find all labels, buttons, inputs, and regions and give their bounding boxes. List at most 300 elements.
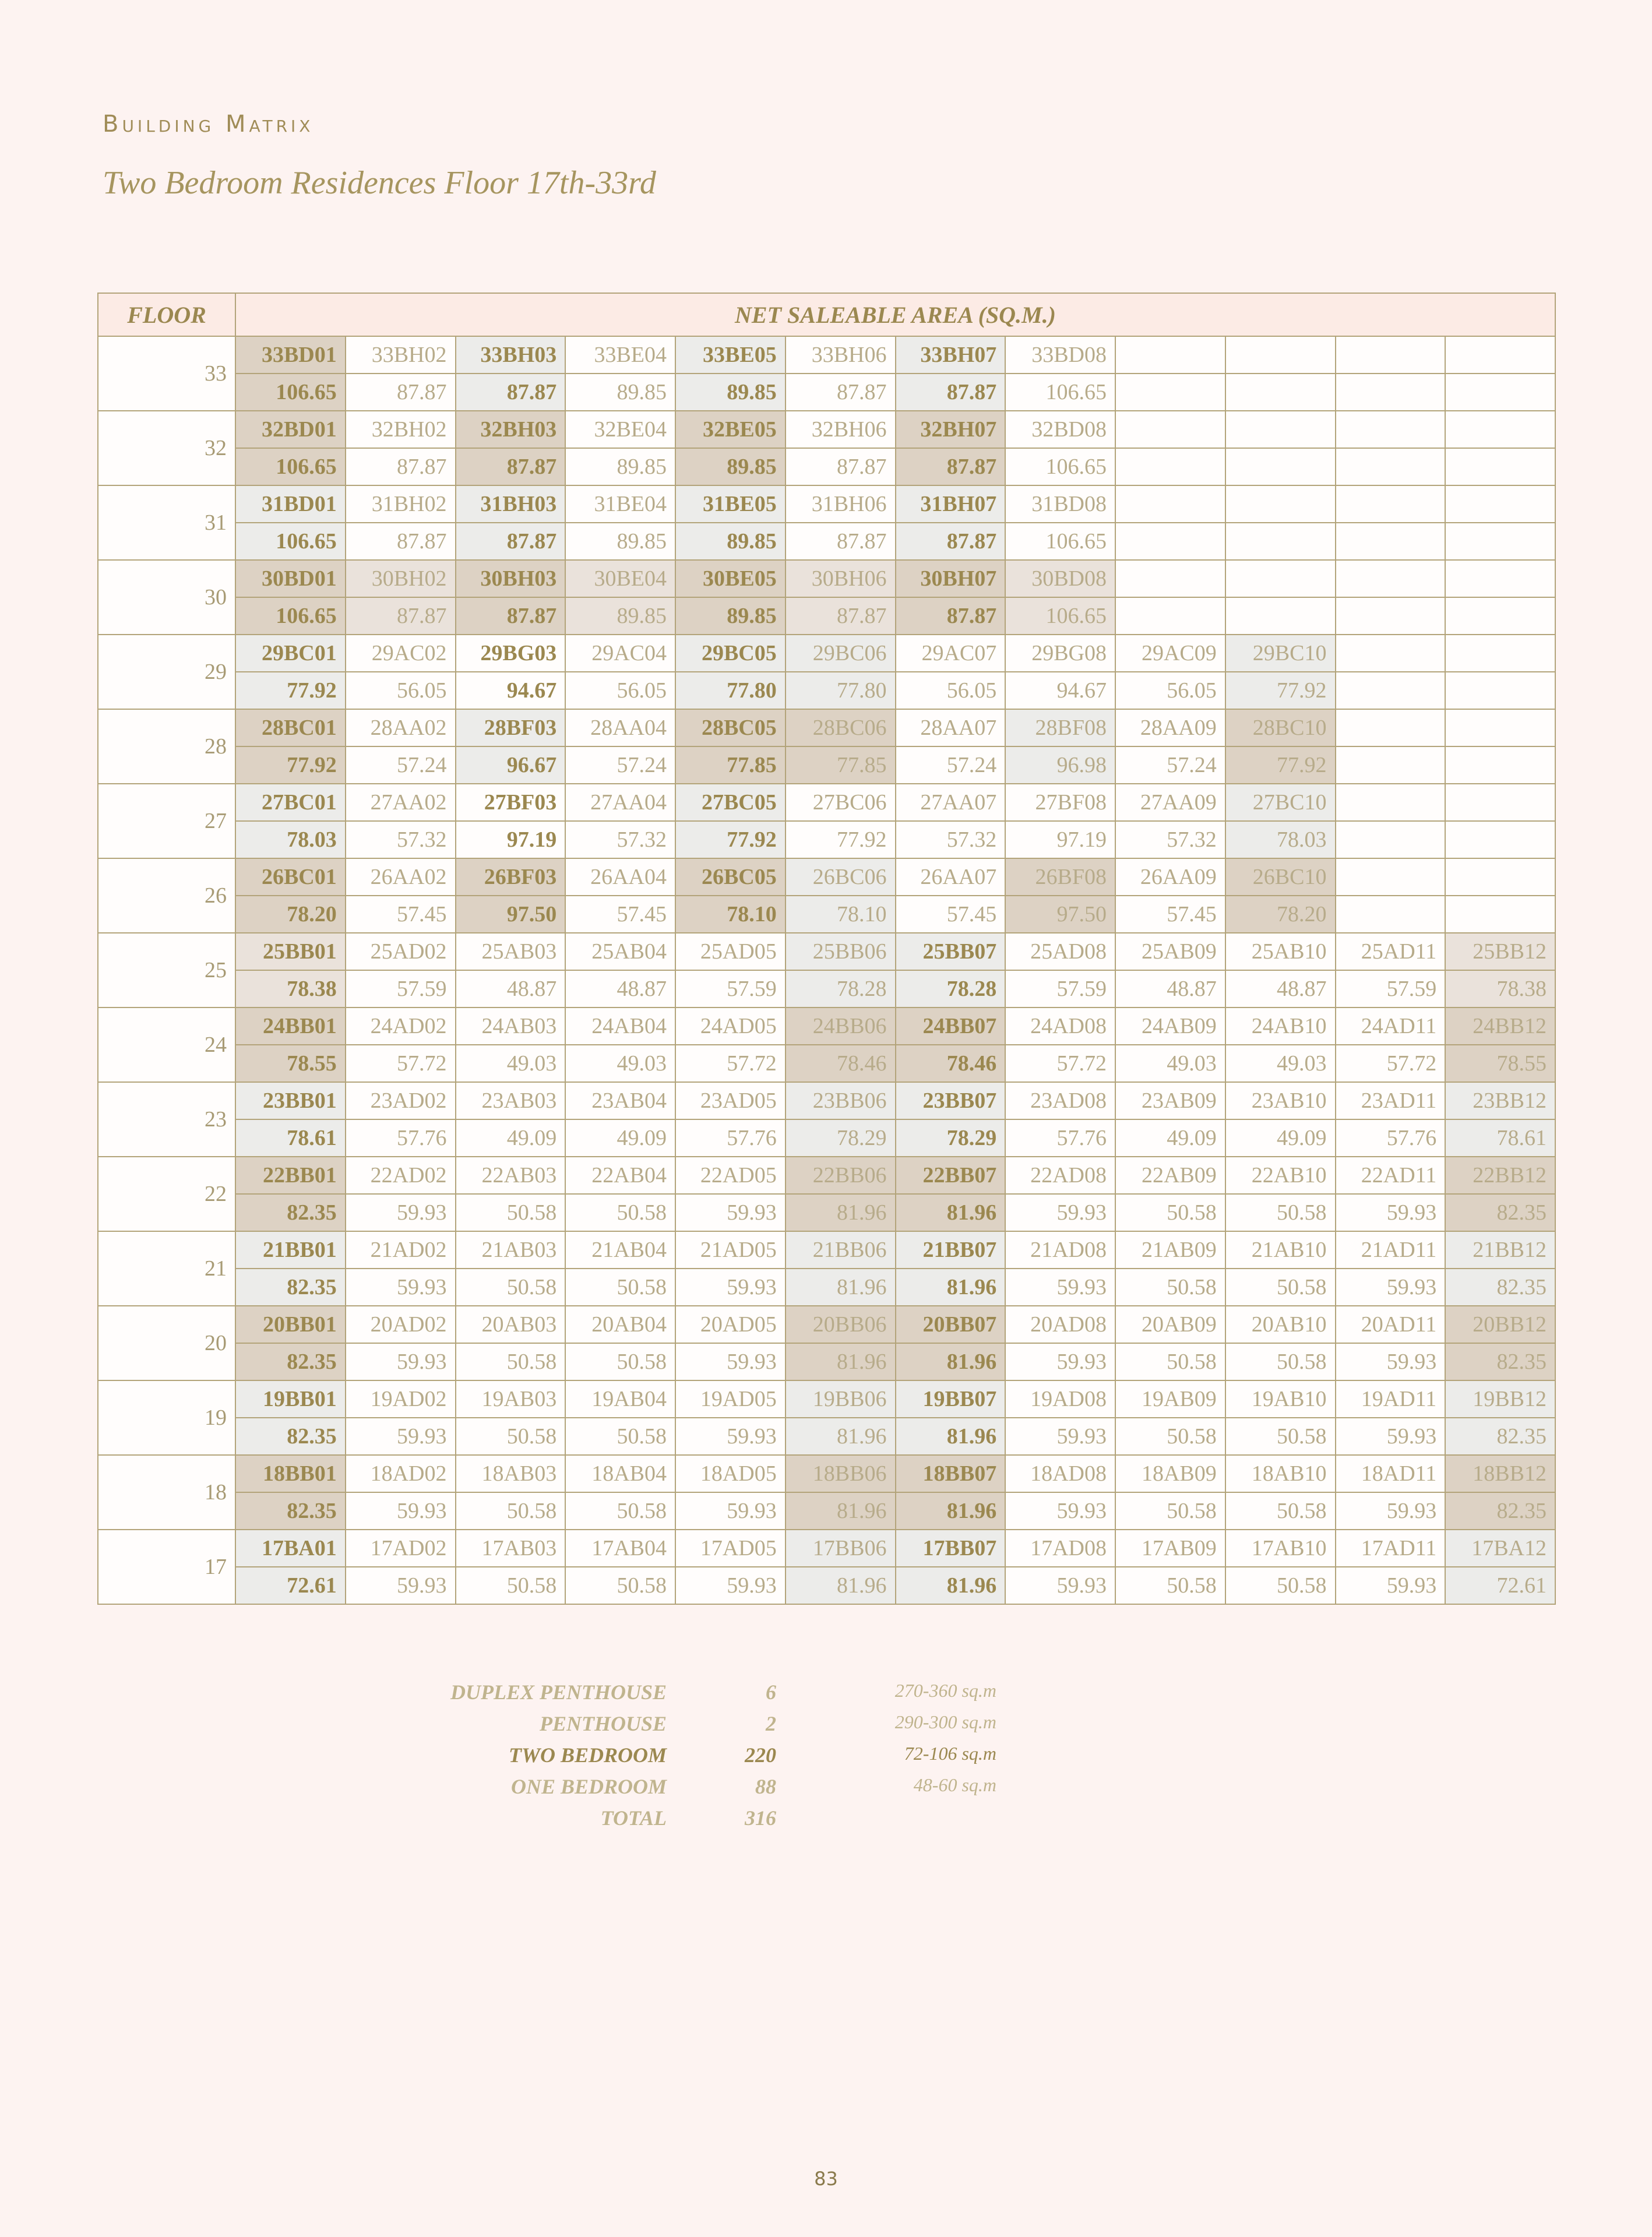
- unit-code: 17AD05: [675, 1530, 786, 1567]
- unit-code: 29BC10: [1225, 635, 1336, 672]
- unit-area: 72.61: [1445, 1567, 1555, 1604]
- empty-cell: [1225, 597, 1336, 635]
- unit-code: 24AD02: [346, 1007, 456, 1045]
- table-row: [98, 1194, 1555, 1231]
- unit-code: 24AB10: [1225, 1007, 1336, 1045]
- unit-code: 27BF08: [1005, 784, 1115, 821]
- unit-code: 24AD05: [675, 1007, 786, 1045]
- empty-cell: [1336, 336, 1446, 374]
- unit-code: 20AD08: [1005, 1306, 1115, 1343]
- unit-code: 18AD02: [346, 1455, 456, 1492]
- table-row: [98, 336, 1555, 374]
- unit-area: 81.96: [786, 1194, 896, 1231]
- unit-area: 106.65: [235, 597, 346, 635]
- unit-code: 28AA09: [1115, 709, 1225, 746]
- unit-area: 49.03: [565, 1045, 675, 1082]
- unit-area: 59.93: [1005, 1418, 1115, 1455]
- unit-area: 77.92: [235, 672, 346, 709]
- summary-count: 220: [745, 1743, 776, 1767]
- empty-cell: [1336, 858, 1446, 896]
- unit-code: 23AD02: [346, 1082, 456, 1119]
- table-row: [98, 1306, 1555, 1343]
- unit-area: 50.58: [456, 1492, 566, 1530]
- unit-area: 82.35: [1445, 1418, 1555, 1455]
- unit-area: 57.32: [896, 821, 1006, 858]
- empty-cell: [1115, 374, 1225, 411]
- floor-label: 29: [98, 635, 235, 709]
- unit-area: 49.03: [456, 1045, 566, 1082]
- unit-code: 22AB04: [565, 1157, 675, 1194]
- unit-area: 50.58: [1225, 1269, 1336, 1306]
- floor-label: 30: [98, 560, 235, 635]
- unit-code: 26BC05: [675, 858, 786, 896]
- unit-area: 78.61: [1445, 1119, 1555, 1157]
- unit-code: 31BH02: [346, 485, 456, 523]
- table-row: [98, 1119, 1555, 1157]
- unit-code: 21BB01: [235, 1231, 346, 1269]
- unit-area: 59.93: [675, 1492, 786, 1530]
- unit-area: 87.87: [346, 597, 456, 635]
- unit-code: 25BB06: [786, 933, 896, 970]
- table-row: [98, 970, 1555, 1007]
- unit-code: 19AB04: [565, 1380, 675, 1418]
- unit-area: 82.35: [235, 1194, 346, 1231]
- unit-area: 50.58: [456, 1567, 566, 1604]
- unit-area: 59.93: [1005, 1194, 1115, 1231]
- table-row: [98, 374, 1555, 411]
- unit-code: 20AD02: [346, 1306, 456, 1343]
- unit-code: 33BD01: [235, 336, 346, 374]
- empty-cell: [1115, 485, 1225, 523]
- unit-area: 59.93: [1336, 1567, 1446, 1604]
- unit-area: 59.93: [675, 1418, 786, 1455]
- unit-code: 20BB12: [1445, 1306, 1555, 1343]
- unit-code: 30BE04: [565, 560, 675, 597]
- unit-code: 29AC09: [1115, 635, 1225, 672]
- unit-area: 82.35: [235, 1492, 346, 1530]
- unit-area: 57.72: [1336, 1045, 1446, 1082]
- empty-cell: [1445, 784, 1555, 821]
- unit-area: 87.87: [456, 523, 566, 560]
- unit-area: 59.93: [346, 1269, 456, 1306]
- unit-code: 32BH02: [346, 411, 456, 448]
- unit-code: 18AD11: [1336, 1455, 1446, 1492]
- unit-code: 27BC10: [1225, 784, 1336, 821]
- unit-area: 57.59: [1005, 970, 1115, 1007]
- unit-area: 89.85: [565, 448, 675, 485]
- unit-area: 50.58: [456, 1343, 566, 1380]
- unit-code: 19BB06: [786, 1380, 896, 1418]
- unit-code: 30BE05: [675, 560, 786, 597]
- unit-code: 27AA07: [896, 784, 1006, 821]
- unit-area: 78.28: [896, 970, 1006, 1007]
- floor-label: 17: [98, 1530, 235, 1604]
- unit-code: 31BH07: [896, 485, 1006, 523]
- unit-area: 50.58: [565, 1567, 675, 1604]
- unit-area: 57.45: [1115, 896, 1225, 933]
- page-number: 83: [814, 2168, 838, 2190]
- unit-area: 78.20: [235, 896, 346, 933]
- unit-area: 48.87: [456, 970, 566, 1007]
- empty-cell: [1336, 784, 1446, 821]
- unit-code: 27BC05: [675, 784, 786, 821]
- unit-code: 20BB06: [786, 1306, 896, 1343]
- unit-area: 77.80: [675, 672, 786, 709]
- unit-area: 97.19: [456, 821, 566, 858]
- floor-label: 31: [98, 485, 235, 560]
- unit-area: 106.65: [1005, 374, 1115, 411]
- summary-count: 6: [766, 1681, 776, 1704]
- unit-code: 18AB09: [1115, 1455, 1225, 1492]
- unit-area: 50.58: [565, 1492, 675, 1530]
- unit-code: 24AB09: [1115, 1007, 1225, 1045]
- unit-code: 19AB03: [456, 1380, 566, 1418]
- table-row: [98, 1343, 1555, 1380]
- unit-area: 82.35: [1445, 1194, 1555, 1231]
- table-row: [98, 933, 1555, 970]
- unit-area: 81.96: [896, 1567, 1006, 1604]
- empty-cell: [1445, 374, 1555, 411]
- matrix-body: [98, 336, 1555, 1604]
- unit-area: 59.93: [1336, 1269, 1446, 1306]
- unit-area: 50.58: [1115, 1418, 1225, 1455]
- unit-area: 57.24: [1115, 746, 1225, 784]
- unit-area: 57.59: [675, 970, 786, 1007]
- summary-area: 270-360 sq.m: [894, 1680, 996, 1701]
- floor-label: 20: [98, 1306, 235, 1380]
- empty-cell: [1445, 821, 1555, 858]
- empty-cell: [1336, 672, 1446, 709]
- unit-code: 20BB01: [235, 1306, 346, 1343]
- unit-area: 48.87: [565, 970, 675, 1007]
- unit-code: 26BC01: [235, 858, 346, 896]
- unit-area: 97.50: [456, 896, 566, 933]
- unit-code: 25AD11: [1336, 933, 1446, 970]
- unit-area: 78.03: [235, 821, 346, 858]
- table-row: [98, 635, 1555, 672]
- unit-code: 24BB12: [1445, 1007, 1555, 1045]
- unit-area: 81.96: [786, 1343, 896, 1380]
- floor-label: 26: [98, 858, 235, 933]
- unit-code: 22BB07: [896, 1157, 1006, 1194]
- unit-area: 78.55: [235, 1045, 346, 1082]
- empty-cell: [1225, 560, 1336, 597]
- unit-area: 48.87: [1115, 970, 1225, 1007]
- empty-cell: [1445, 560, 1555, 597]
- table-row: [98, 1045, 1555, 1082]
- unit-code: 17AD08: [1005, 1530, 1115, 1567]
- table-row: [98, 1567, 1555, 1604]
- unit-area: 59.93: [675, 1567, 786, 1604]
- unit-code: 23BB06: [786, 1082, 896, 1119]
- unit-code: 21AD11: [1336, 1231, 1446, 1269]
- empty-cell: [1336, 411, 1446, 448]
- unit-area: 78.55: [1445, 1045, 1555, 1082]
- empty-cell: [1336, 448, 1446, 485]
- unit-area: 50.58: [1115, 1343, 1225, 1380]
- unit-code: 26BF03: [456, 858, 566, 896]
- unit-area: 59.93: [346, 1418, 456, 1455]
- unit-area: 72.61: [235, 1567, 346, 1604]
- unit-area: 81.96: [896, 1269, 1006, 1306]
- unit-code: 26AA09: [1115, 858, 1225, 896]
- unit-code: 32BD08: [1005, 411, 1115, 448]
- unit-area: 50.58: [1115, 1492, 1225, 1530]
- unit-area: 56.05: [346, 672, 456, 709]
- unit-area: 82.35: [235, 1269, 346, 1306]
- unit-area: 89.85: [565, 597, 675, 635]
- empty-cell: [1115, 336, 1225, 374]
- summary-label: TOTAL: [600, 1806, 667, 1830]
- unit-area: 50.58: [456, 1418, 566, 1455]
- unit-area: 56.05: [896, 672, 1006, 709]
- unit-code: 26BC06: [786, 858, 896, 896]
- unit-area: 56.05: [565, 672, 675, 709]
- unit-code: 18BB12: [1445, 1455, 1555, 1492]
- unit-code: 17BA12: [1445, 1530, 1555, 1567]
- unit-area: 87.87: [346, 448, 456, 485]
- floor-label: 27: [98, 784, 235, 858]
- unit-area: 77.92: [1225, 672, 1336, 709]
- unit-area: 87.87: [896, 448, 1006, 485]
- unit-code: 28AA04: [565, 709, 675, 746]
- unit-code: 26BC10: [1225, 858, 1336, 896]
- unit-code: 28BF08: [1005, 709, 1115, 746]
- empty-cell: [1445, 746, 1555, 784]
- unit-area: 57.32: [565, 821, 675, 858]
- empty-cell: [1336, 597, 1446, 635]
- unit-area: 87.87: [456, 374, 566, 411]
- unit-code: 28BC05: [675, 709, 786, 746]
- building-matrix-table: [97, 293, 1556, 1605]
- unit-area: 78.29: [786, 1119, 896, 1157]
- unit-code: 32BD01: [235, 411, 346, 448]
- unit-code: 19AD11: [1336, 1380, 1446, 1418]
- unit-area: 78.38: [235, 970, 346, 1007]
- table-row: [98, 1231, 1555, 1269]
- unit-code: 29AC07: [896, 635, 1006, 672]
- empty-cell: [1225, 411, 1336, 448]
- unit-code: 20AB04: [565, 1306, 675, 1343]
- summary-count: 316: [745, 1806, 776, 1830]
- unit-area: 94.67: [1005, 672, 1115, 709]
- unit-area: 82.35: [235, 1343, 346, 1380]
- unit-code: 25BB07: [896, 933, 1006, 970]
- table-row: [98, 1082, 1555, 1119]
- unit-area: 59.93: [1336, 1418, 1446, 1455]
- unit-area: 77.92: [675, 821, 786, 858]
- unit-code: 17BB06: [786, 1530, 896, 1567]
- unit-code: 22AD08: [1005, 1157, 1115, 1194]
- unit-code: 31BD08: [1005, 485, 1115, 523]
- unit-area: 57.24: [896, 746, 1006, 784]
- floor-label: 25: [98, 933, 235, 1007]
- unit-area: 81.96: [896, 1343, 1006, 1380]
- unit-area: 89.85: [675, 597, 786, 635]
- empty-cell: [1225, 485, 1336, 523]
- unit-area: 77.85: [675, 746, 786, 784]
- table-row: [98, 1455, 1555, 1492]
- unit-code: 24BB06: [786, 1007, 896, 1045]
- empty-cell: [1336, 560, 1446, 597]
- unit-code: 23BB07: [896, 1082, 1006, 1119]
- empty-cell: [1115, 597, 1225, 635]
- unit-code: 31BE04: [565, 485, 675, 523]
- unit-area: 57.76: [1005, 1119, 1115, 1157]
- unit-area: 49.09: [1115, 1119, 1225, 1157]
- floor-label: 24: [98, 1007, 235, 1082]
- section-heading: Building Matrix: [103, 111, 314, 138]
- unit-area: 87.87: [456, 597, 566, 635]
- unit-code: 21BB06: [786, 1231, 896, 1269]
- summary-count: 88: [755, 1775, 776, 1798]
- unit-area: 59.93: [1005, 1492, 1115, 1530]
- unit-code: 30BH03: [456, 560, 566, 597]
- unit-code: 27BF03: [456, 784, 566, 821]
- unit-code: 33BH02: [346, 336, 456, 374]
- unit-code: 28BC01: [235, 709, 346, 746]
- unit-code: 21AD02: [346, 1231, 456, 1269]
- unit-code: 25AB10: [1225, 933, 1336, 970]
- unit-code: 23BB12: [1445, 1082, 1555, 1119]
- empty-cell: [1115, 448, 1225, 485]
- floor-label: 28: [98, 709, 235, 784]
- unit-code: 25AD02: [346, 933, 456, 970]
- unit-code: 19AB10: [1225, 1380, 1336, 1418]
- unit-code: 22AB03: [456, 1157, 566, 1194]
- unit-code: 22BB01: [235, 1157, 346, 1194]
- unit-code: 28BC06: [786, 709, 896, 746]
- unit-code: 33BH03: [456, 336, 566, 374]
- unit-code: 22AD05: [675, 1157, 786, 1194]
- unit-code: 20AB09: [1115, 1306, 1225, 1343]
- summary-count: 2: [766, 1712, 776, 1735]
- unit-code: 21BB07: [896, 1231, 1006, 1269]
- table-row: [98, 896, 1555, 933]
- unit-code: 28AA07: [896, 709, 1006, 746]
- unit-code: 23AD11: [1336, 1082, 1446, 1119]
- summary-area: 290-300 sq.m: [894, 1711, 996, 1732]
- unit-area: 87.87: [786, 597, 896, 635]
- floor-label: 33: [98, 336, 235, 411]
- unit-code: 17AD11: [1336, 1530, 1446, 1567]
- unit-code: 19AD05: [675, 1380, 786, 1418]
- empty-cell: [1336, 821, 1446, 858]
- table-row: [98, 672, 1555, 709]
- unit-code: 27AA09: [1115, 784, 1225, 821]
- empty-cell: [1115, 560, 1225, 597]
- empty-cell: [1336, 485, 1446, 523]
- unit-area: 77.92: [1225, 746, 1336, 784]
- unit-area: 50.58: [456, 1269, 566, 1306]
- unit-code: 29BC06: [786, 635, 896, 672]
- unit-area: 89.85: [565, 374, 675, 411]
- unit-area: 82.35: [1445, 1492, 1555, 1530]
- unit-code: 22AB09: [1115, 1157, 1225, 1194]
- unit-area: 57.32: [346, 821, 456, 858]
- empty-cell: [1336, 746, 1446, 784]
- unit-area: 50.58: [1225, 1343, 1336, 1380]
- unit-area: 59.93: [1336, 1194, 1446, 1231]
- unit-area: 97.50: [1005, 896, 1115, 933]
- unit-area: 81.96: [786, 1567, 896, 1604]
- table-row: [98, 1007, 1555, 1045]
- empty-cell: [1445, 896, 1555, 933]
- unit-code: 30BH07: [896, 560, 1006, 597]
- unit-area: 77.85: [786, 746, 896, 784]
- unit-area: 50.58: [1225, 1418, 1336, 1455]
- unit-code: 32BH07: [896, 411, 1006, 448]
- unit-code: 30BD08: [1005, 560, 1115, 597]
- unit-code: 31BD01: [235, 485, 346, 523]
- unit-area: 57.24: [346, 746, 456, 784]
- unit-area: 96.98: [1005, 746, 1115, 784]
- unit-area: 82.35: [235, 1418, 346, 1455]
- unit-code: 20AB03: [456, 1306, 566, 1343]
- floor-label: 23: [98, 1082, 235, 1157]
- unit-area: 49.09: [1225, 1119, 1336, 1157]
- unit-area: 50.58: [1115, 1269, 1225, 1306]
- unit-code: 21AB04: [565, 1231, 675, 1269]
- unit-code: 23AB04: [565, 1082, 675, 1119]
- empty-cell: [1445, 709, 1555, 746]
- unit-code: 23AB10: [1225, 1082, 1336, 1119]
- unit-area: 48.87: [1225, 970, 1336, 1007]
- unit-code: 24BB07: [896, 1007, 1006, 1045]
- unit-code: 29BG08: [1005, 635, 1115, 672]
- unit-area: 50.58: [1225, 1194, 1336, 1231]
- unit-area: 59.93: [346, 1194, 456, 1231]
- unit-area: 49.09: [565, 1119, 675, 1157]
- empty-cell: [1225, 448, 1336, 485]
- unit-area: 78.38: [1445, 970, 1555, 1007]
- unit-area: 57.32: [1115, 821, 1225, 858]
- table-row: [98, 597, 1555, 635]
- unit-code: 25BB12: [1445, 933, 1555, 970]
- unit-area: 49.03: [1115, 1045, 1225, 1082]
- unit-area: 50.58: [565, 1418, 675, 1455]
- table-row: [98, 411, 1555, 448]
- unit-code: 19AB09: [1115, 1380, 1225, 1418]
- table-row: [98, 485, 1555, 523]
- unit-code: 24BB01: [235, 1007, 346, 1045]
- empty-cell: [1336, 374, 1446, 411]
- unit-code: 28BC10: [1225, 709, 1336, 746]
- empty-cell: [1336, 635, 1446, 672]
- unit-area: 78.28: [786, 970, 896, 1007]
- unit-area: 78.10: [786, 896, 896, 933]
- unit-code: 24AD08: [1005, 1007, 1115, 1045]
- unit-code: 21AD05: [675, 1231, 786, 1269]
- unit-area: 49.03: [1225, 1045, 1336, 1082]
- unit-code: 30BH06: [786, 560, 896, 597]
- summary-label: TWO BEDROOM: [508, 1743, 667, 1767]
- unit-area: 57.45: [565, 896, 675, 933]
- unit-area: 49.09: [456, 1119, 566, 1157]
- empty-cell: [1445, 597, 1555, 635]
- unit-code: 18BB06: [786, 1455, 896, 1492]
- table-row: [98, 448, 1555, 485]
- empty-cell: [1225, 336, 1336, 374]
- unit-code: 24AB03: [456, 1007, 566, 1045]
- unit-area: 82.35: [1445, 1269, 1555, 1306]
- summary-label: DUPLEX PENTHOUSE: [450, 1681, 667, 1704]
- unit-area: 87.87: [896, 523, 1006, 560]
- unit-code: 25AB09: [1115, 933, 1225, 970]
- unit-area: 57.72: [675, 1045, 786, 1082]
- empty-cell: [1445, 411, 1555, 448]
- unit-code: 33BD08: [1005, 336, 1115, 374]
